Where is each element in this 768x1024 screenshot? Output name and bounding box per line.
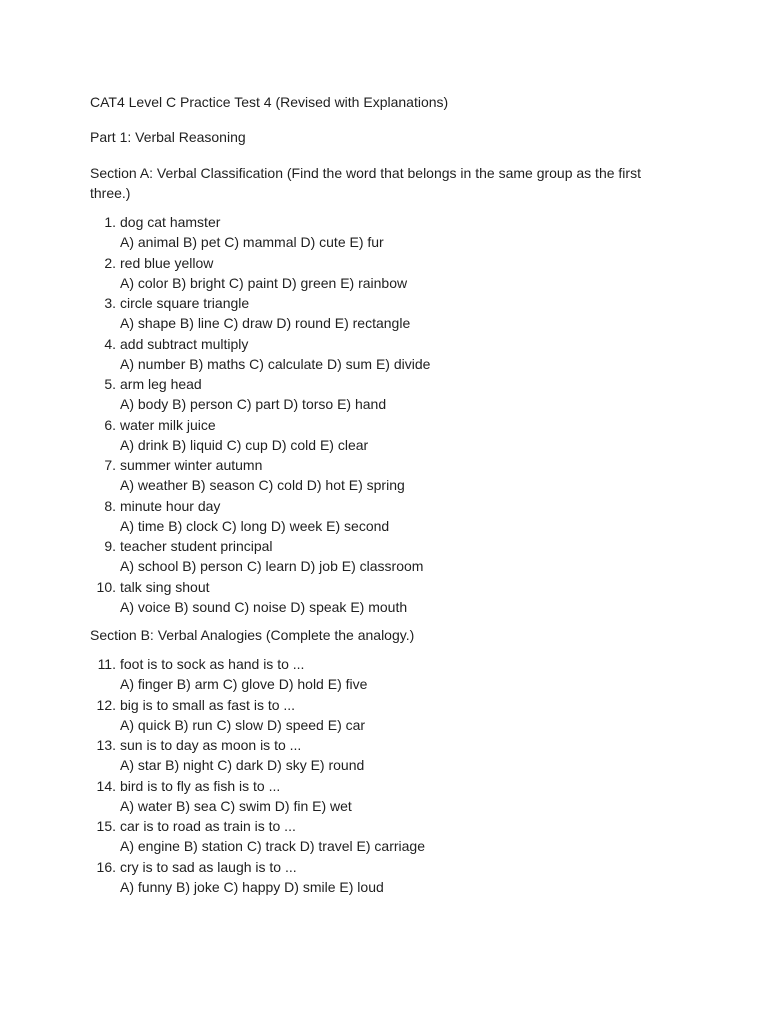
question-number: 13. (96, 737, 116, 753)
question-number: 9. (104, 538, 116, 554)
question-item (90, 776, 690, 817)
question-number: 7. (104, 457, 116, 473)
section-b-question-list (90, 654, 690, 897)
section-a-heading: Section A: Verbal Classification (Find the word that belongs in the same group as the first three.) (90, 165, 641, 201)
question-number: 1. (104, 214, 116, 230)
question-stem: circle square triangle (120, 295, 250, 311)
question-stem: foot is to sock as hand is to ... (120, 656, 305, 672)
question-options: A) animal B) pet C) mammal D) cute E) fur (120, 234, 384, 250)
question-item (90, 577, 690, 618)
question-item (90, 253, 690, 294)
question-number: 5. (104, 376, 116, 392)
question-stem: teacher student principal (120, 538, 273, 554)
question-number: 15. (96, 818, 116, 834)
question-options: A) body B) person C) part D) torso E) hand (120, 396, 387, 412)
question-stem: water milk juice (120, 416, 216, 433)
section-a-question-list (90, 212, 690, 617)
question-stem: add subtract multiply (120, 335, 249, 352)
question-options: A) school B) person C) learn D) job E) classroom (120, 558, 424, 574)
question-stem: cry is to sad as laugh is to ... (120, 858, 297, 875)
question-number: 6. (104, 416, 116, 433)
question-item (90, 455, 690, 496)
question-item (90, 695, 690, 736)
question-item (90, 857, 690, 898)
question-options: A) weather B) season C) cold D) hot E) spring (120, 477, 405, 493)
question-stem: car is to road as train is to ... (120, 818, 296, 834)
question-item (90, 496, 690, 537)
question-item (90, 334, 690, 375)
question-item (90, 816, 690, 857)
section-b-heading: Section B: Verbal Analogies (Complete the analogy.) (90, 627, 415, 643)
question-item (90, 374, 690, 415)
question-item (90, 735, 690, 776)
question-options: A) number B) maths C) calculate D) sum E) divide (120, 355, 431, 372)
question-stem: talk sing shout (120, 578, 210, 595)
question-options: A) drink B) liquid C) cup D) cold E) clear (120, 436, 369, 453)
question-options: A) quick B) run C) slow D) speed E) car (120, 716, 366, 733)
question-options: A) finger B) arm C) glove D) hold E) five (120, 676, 368, 692)
question-item (90, 415, 690, 456)
question-options: A) engine B) station C) track D) travel E) carriage (120, 838, 425, 854)
question-options: A) water B) sea C) swim D) fin E) wet (120, 797, 352, 814)
question-stem: bird is to fly as fish is to ... (120, 777, 281, 794)
question-stem: red blue yellow (120, 254, 214, 271)
question-item (90, 654, 690, 695)
question-stem: big is to small as fast is to ... (120, 696, 296, 713)
part-heading: Part 1: Verbal Reasoning (90, 129, 246, 145)
question-stem: sun is to day as moon is to ... (120, 737, 302, 753)
question-number: 12. (96, 696, 116, 713)
question-options: A) shape B) line C) draw D) round E) rectangle (120, 315, 411, 331)
question-stem: summer winter autumn (120, 457, 263, 473)
question-number: 16. (96, 858, 116, 875)
question-options: A) color B) bright C) paint D) green E) rainbow (120, 274, 408, 291)
question-stem: arm leg head (120, 376, 202, 392)
question-item (90, 212, 690, 253)
question-number: 8. (104, 497, 116, 514)
question-stem: minute hour day (120, 497, 221, 514)
question-options: A) time B) clock C) long D) week E) second (120, 517, 390, 534)
question-item (90, 536, 690, 577)
question-options: A) star B) night C) dark D) sky E) round (120, 757, 365, 773)
question-options: A) funny B) joke C) happy D) smile E) loud (120, 878, 384, 895)
question-number: 3. (104, 295, 116, 311)
question-stem: dog cat hamster (120, 214, 221, 230)
question-number: 11. (97, 656, 116, 672)
question-item (90, 293, 690, 334)
question-options: A) voice B) sound C) noise D) speak E) mouth (120, 598, 408, 615)
question-number: 14. (96, 777, 116, 794)
document-title: CAT4 Level C Practice Test 4 (Revised with Explanations) (90, 94, 449, 110)
question-number: 10. (96, 578, 116, 595)
question-number: 4. (104, 335, 116, 352)
question-number: 2. (104, 254, 116, 271)
